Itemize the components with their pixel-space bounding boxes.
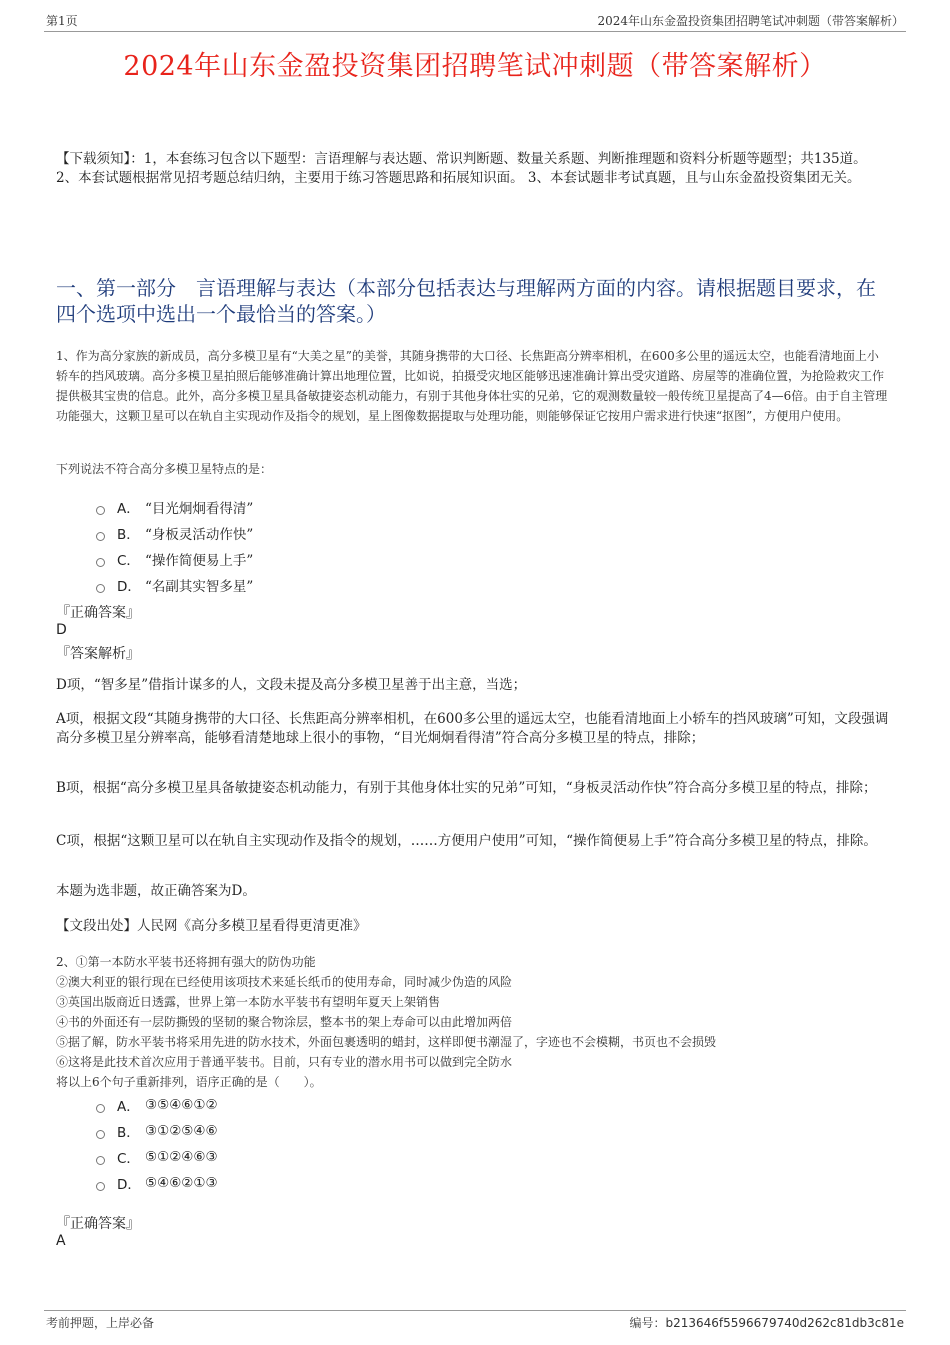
question-1-option-a[interactable] [96, 494, 890, 520]
question-1-option-d[interactable] [96, 572, 890, 598]
header-divider [44, 31, 906, 32]
question-1-answer: D [56, 622, 67, 638]
analysis-paragraph-b: B项，根据“高分多模卫星具备敏捷姿态机动能力，有别于其他身体壮实的兄弟”可知，“身板灵活动作快”符合高分多模卫星的特点，排除； [56, 780, 877, 796]
option-letter: D． [117, 579, 141, 595]
question-1-options [96, 494, 890, 598]
option-text: “名副其实智多星” [145, 579, 254, 595]
option-letter: B． [117, 1125, 140, 1141]
radio-icon[interactable] [96, 506, 105, 515]
section-title: 一、第一部分 言语理解与表达（本部分包括表达与理解两方面的内容。请根据题目要求，在四个选项中选出一个最恰当的答案。） [56, 276, 876, 326]
radio-icon[interactable] [96, 558, 105, 567]
option-text: “目光炯炯看得清” [145, 501, 254, 517]
option-text: “操作简便易上手” [145, 553, 254, 569]
question-1-prompt: 下列说法不符合高分多模卫星特点的是： [56, 462, 273, 476]
question-2-option-a[interactable] [96, 1092, 890, 1118]
option-letter: A． [117, 501, 140, 517]
page-number: 第1页 [46, 14, 78, 28]
radio-icon[interactable] [96, 1156, 105, 1165]
analysis-paragraph-d: D项，“智多星”借指计谋多的人，文段未提及高分多模卫星善于出主意，当选； [56, 677, 527, 693]
question-2-prompt: 将以上6个句子重新排列，语序正确的是（ ）。 [56, 1075, 322, 1089]
option-text: “身板灵活动作快” [145, 527, 254, 543]
question-1-passage: 1、作为高分家族的新成员，高分多模卫星有“大美之星”的美誉，其随身携带的大口径、长焦距高分辨率相机，在600多公里的遥远太空，也能看清地面上小轿车的挡风玻璃。高分多模卫星拍照后能够准确计算出地理位置，比如说，拍摄受灾地区能够迅速准确计算出受灾道路、房屋等的准确位置，为抢险救灾工作提供极其宝贵的信息。此外，高分多模卫星具备敏捷姿态机动能力，有别于其他身体壮实的兄弟，它的观测数量较一般传统卫星提高了4—6倍。由于自主管理功能强大，这颗卫星可以在轨自主实现动作及指令的规划，星上图像数据提取与处理功能，则能够保证它按用户需求进行快速“抠图”，方便用户使用。 [56, 349, 888, 423]
sentence-line: ⑥这将是此技术首次应用于普通平装书。目前，只有专业的潜水用书可以做到完全防水 [56, 1055, 513, 1069]
question-1-option-b[interactable] [96, 520, 890, 546]
question-2-option-b[interactable] [96, 1118, 890, 1144]
option-text: ③①②⑤④⑥ [145, 1123, 218, 1139]
option-letter: B． [117, 527, 140, 543]
question-2-options [96, 1092, 890, 1196]
sentence-line: ③英国出版商近日透露，世界上第一本防水平装书有望明年夏天上架销售 [56, 995, 441, 1009]
footer-code-value: b213646f5596679740d262c81db3c81e [665, 1316, 904, 1330]
question-2-answer: A [56, 1233, 66, 1249]
radio-icon[interactable] [96, 1182, 105, 1191]
radio-icon[interactable] [96, 1130, 105, 1139]
footer-slogan: 考前押题，上岸必备 [46, 1316, 155, 1330]
footer-code [629, 1314, 904, 1331]
radio-icon[interactable] [96, 532, 105, 541]
option-text: ③⑤④⑥①② [145, 1097, 218, 1113]
question-2-sentences [56, 952, 890, 1092]
sentence-line: 2、①第一本防水平装书还将拥有强大的防伪功能 [56, 955, 316, 969]
option-text: ⑤①②④⑥③ [145, 1149, 218, 1165]
footer-code-label: 编号： [629, 1316, 666, 1330]
question-2-answer-label: 『正确答案』 [56, 1216, 140, 1232]
question-2-option-d[interactable] [96, 1170, 890, 1196]
radio-icon[interactable] [96, 584, 105, 593]
option-text: ⑤④⑥②①③ [145, 1175, 218, 1191]
download-notice: 【下载须知】：1，本套练习包含以下题型：言语理解与表达题、常识判断题、数量关系题、判断推理题和资料分析题等题型；共135道。 2、本套试题根据常见招考题总结归纳，主要用于练习答题思路和拓展知识面。 3、本套试题非考试真题，且与山东金盈投资集团无关。 [56, 151, 867, 186]
option-letter: C． [117, 1151, 140, 1167]
option-letter: D． [117, 1177, 141, 1193]
question-1-analysis-label: 『答案解析』 [56, 646, 140, 662]
sentence-line: ④书的外面还有一层防撕毁的坚韧的聚合物涂层，整本书的架上寿命可以由此增加两倍 [56, 1015, 513, 1029]
option-letter: A． [117, 1099, 140, 1115]
question-1-option-c[interactable] [96, 546, 890, 572]
analysis-conclusion: 本题为选非题，故正确答案为D。 [56, 883, 256, 899]
option-letter: C． [117, 553, 140, 569]
question-1-answer-label: 『正确答案』 [56, 605, 140, 621]
header-doc-title: 2024年山东金盈投资集团招聘笔试冲刺题（带答案解析） [597, 14, 904, 28]
question-1-source: 【文段出处】人民网《高分多模卫星看得更清更准》 [56, 918, 367, 934]
footer-divider [44, 1310, 906, 1311]
sentence-line: ⑤据了解，防水平装书将采用先进的防水技术，外面包裹透明的蜡封，这样即便书潮湿了，字迹也不会模糊，书页也不会损毁 [56, 1035, 717, 1049]
analysis-paragraph-c: C项，根据“这颗卫星可以在轨自主实现动作及指令的规划，……方便用户使用”可知，“操作简便易上手”符合高分多模卫星的特点，排除。 [56, 833, 877, 849]
sentence-line: ②澳大利亚的银行现在已经使用该项技术来延长纸币的使用寿命，同时减少伪造的风险 [56, 975, 513, 989]
radio-icon[interactable] [96, 1104, 105, 1113]
page-title: 2024年山东金盈投资集团招聘笔试冲刺题（带答案解析） [123, 51, 827, 82]
analysis-paragraph-a: A项，根据文段“其随身携带的大口径、长焦距高分辨率相机，在600多公里的遥远太空，也能看清地面上小轿车的挡风玻璃”可知，文段强调高分多模卫星分辨率高，能够看清楚地球上很小的事物，“目光炯炯看得清”符合高分多模卫星的特点，排除； [56, 711, 889, 746]
question-2-option-c[interactable] [96, 1144, 890, 1170]
